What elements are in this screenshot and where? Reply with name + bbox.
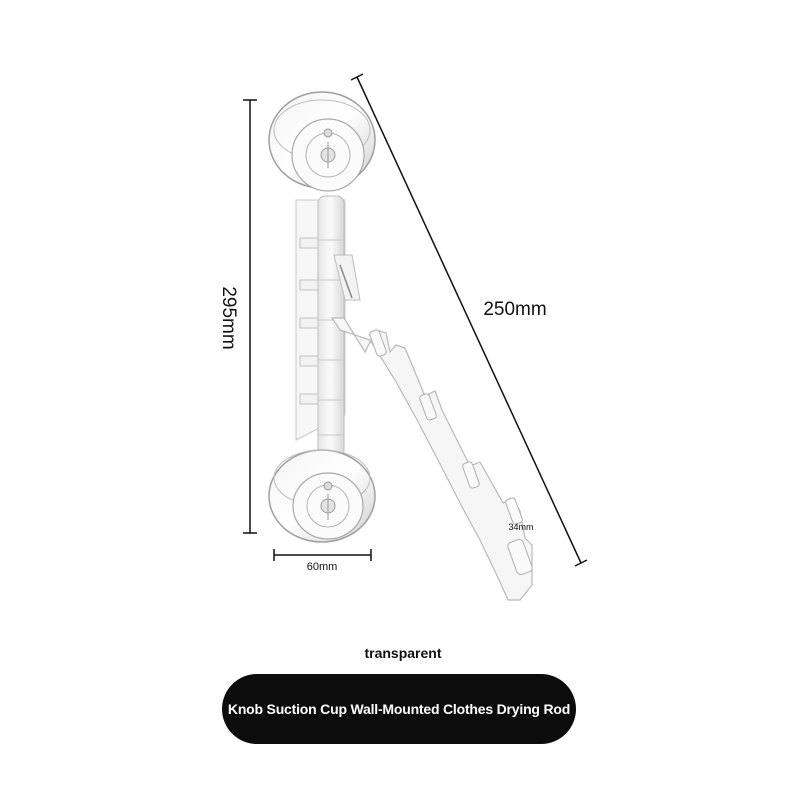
product-title: Knob Suction Cup Wall-Mounted Clothes Drying Rod <box>227 701 571 717</box>
height-dimension-label: 295mm <box>218 286 239 350</box>
top-suction-cup <box>269 92 375 191</box>
stepped-arm <box>332 318 532 600</box>
width-dimension-line <box>274 549 371 561</box>
color-label: transparent <box>364 645 442 661</box>
height-dimension-line <box>243 100 257 533</box>
bottom-suction-cup <box>269 450 375 542</box>
width-dimension-label: 60mm <box>306 561 338 573</box>
product-title-bar <box>222 674 576 744</box>
length-dimension-label: 250mm <box>483 299 547 320</box>
step-dimension-label: 34mm <box>508 522 534 532</box>
